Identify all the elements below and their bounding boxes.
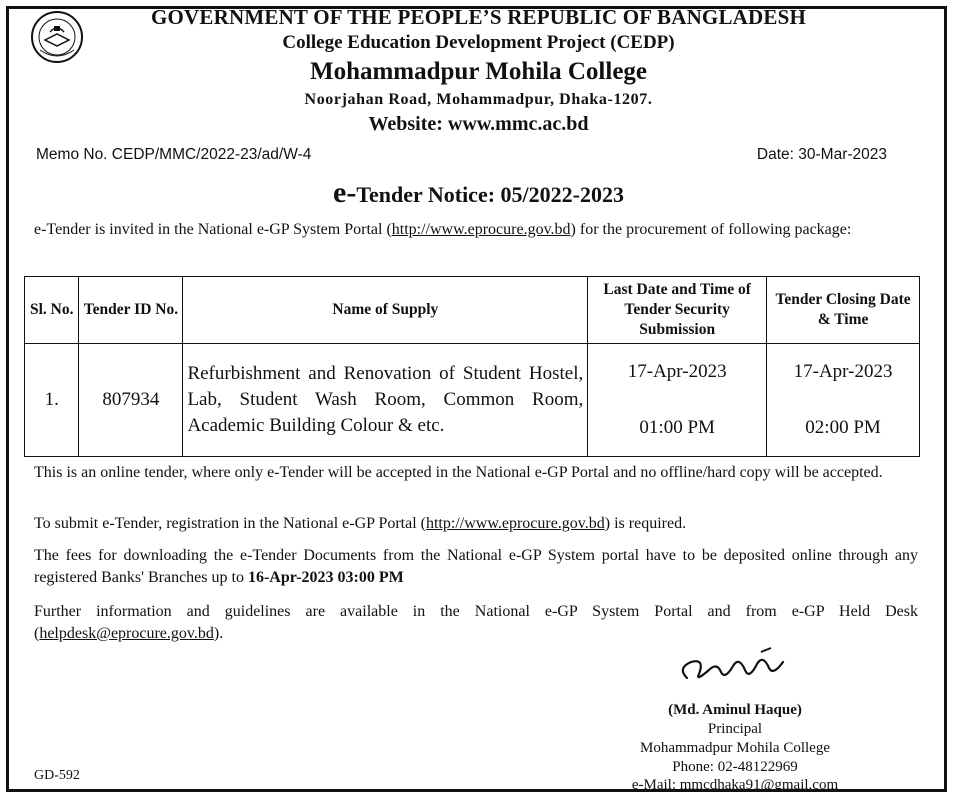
closing-date-value: 17-Apr-2023 <box>793 361 893 382</box>
signatory-phone: Phone: 02-48122969 <box>672 759 798 775</box>
cell-sl: 1. <box>25 344 79 457</box>
eprocure-link[interactable]: http://www.eprocure.gov.bd <box>391 221 571 238</box>
notice-date: Date: 30-Mar-2023 <box>756 146 887 163</box>
govt-heading: GOVERNMENT OF THE PEOPLE’S REPUBLIC OF BANGLADESH <box>150 5 807 29</box>
last-time-value: 01:00 PM <box>639 417 715 438</box>
intro-text-after: ) for the procurement of following package: <box>570 221 852 238</box>
fees-text: The fees for downloading the e-Tender Documents from the National e-GP System portal have to be deposited online through any registered Banks' Branches up to <box>34 547 918 586</box>
header-tender-id: Tender ID No. <box>79 277 183 344</box>
handwritten-signature <box>665 640 805 700</box>
intro-paragraph <box>34 219 918 241</box>
header-last-date: Last Date and Time of Tender Security Submission <box>588 277 767 344</box>
cell-supply: Refurbishment and Renovation of Student Hostel, Lab, Student Wash Room, Common Room, Academic Building Colour & etc. <box>183 344 588 457</box>
registration-text: To submit e-Tender, registration in the National e-GP Portal ( <box>34 515 426 532</box>
online-tender-paragraph: This is an online tender, where only e-Tender will be accepted in the National e-GP Portal and no offline/hard copy will be accepted. <box>34 464 883 481</box>
table-header-row <box>25 277 920 344</box>
intro-text: e-Tender is invited in the National e-GP System Portal ( <box>34 221 392 238</box>
college-name: Mohammadpur Mohila College <box>309 58 648 85</box>
further-info-paragraph <box>34 601 918 645</box>
signatory-org: Mohammadpur Mohila College <box>640 740 830 756</box>
tender-table <box>24 276 920 457</box>
memo-number: Memo No. CEDP/MMC/2022-23/ad/W-4 <box>36 146 312 163</box>
website: Website: www.mmc.ac.bd <box>368 113 589 135</box>
signatory-name: (Md. Aminul Haque) <box>668 702 802 718</box>
notice-title-text: Tender Notice: 05/2022-2023 <box>356 182 624 207</box>
gd-number: GD-592 <box>34 768 80 783</box>
last-date-value: 17-Apr-2023 <box>627 361 727 382</box>
college-address: Noorjahan Road, Mohammadpur, Dhaka-1207. <box>304 91 653 108</box>
signatory-title: Principal <box>707 721 763 737</box>
notice-title-prefix: e- <box>333 176 357 209</box>
eprocure-link-2[interactable]: http://www.eprocure.gov.bd <box>425 515 605 532</box>
header-sl: Sl. No. <box>25 277 79 344</box>
cell-closing <box>767 344 920 457</box>
cell-last-date <box>588 344 767 457</box>
registration-text-after: ) is required. <box>604 515 687 532</box>
fees-deadline: 16-Apr-2023 03:00 PM <box>247 569 404 586</box>
closing-time-value: 02:00 PM <box>805 417 881 438</box>
table-row <box>25 344 920 457</box>
header-supply: Name of Supply <box>183 277 588 344</box>
header-closing: Tender Closing Date & Time <box>767 277 920 344</box>
project-heading: College Education Development Project (CEDP) <box>282 32 675 53</box>
further-info-after: ). <box>213 625 224 642</box>
further-info-text: Further information and guidelines are available in the National e-GP System Portal and from e-GP Held Desk ( <box>34 603 918 642</box>
registration-paragraph <box>34 513 918 535</box>
signatory-email: e-Mail: mmcdhaka91@gmail.com <box>631 777 839 793</box>
cell-tender-id: 807934 <box>79 344 183 457</box>
fees-paragraph <box>34 545 918 589</box>
helpdesk-email-link[interactable]: helpdesk@eprocure.gov.bd <box>39 625 214 642</box>
notice-title <box>0 176 957 210</box>
